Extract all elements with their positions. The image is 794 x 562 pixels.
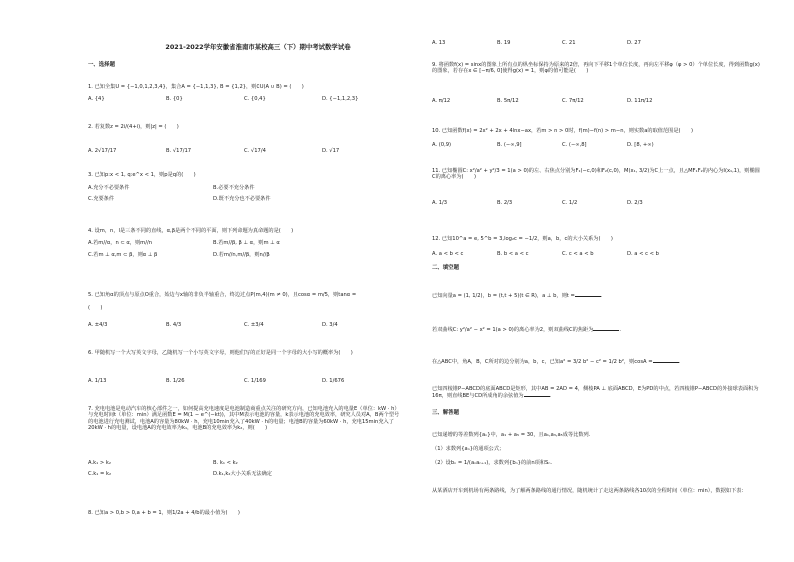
question-6: 6. 甲随机写一个大写英文字母，乙随机写一个小写英文字母，则他们写的正好是同一个字母的大小写的概率为( )	[88, 350, 353, 356]
option: A. 1/3	[432, 200, 448, 206]
answer-blank	[593, 326, 619, 331]
option: A. π/12	[432, 98, 451, 104]
question-5: 5. 已知角α的顶点与原点O重合，始边与x轴的非负半轴重合，终边过点P(m,4)(m ≠ 0)，且cosα = m/5，则tanα =	[88, 292, 357, 298]
section-fill: 二、填空题	[432, 265, 459, 271]
question-6-options	[88, 378, 400, 384]
question-16: 已知四棱锥P−ABCD的底面ABCD是矩形，其中AB = 2AD = 4，侧棱PA ⊥ 底面ABCD，E为PD的中点，若四棱锥P−ABCD的外接球表面积为16π，则直线BE与CD所成角的余弦值为 .	[432, 386, 759, 400]
option: C. 1/169	[244, 378, 266, 384]
option: A.充分不必要条件	[88, 185, 130, 191]
question-4-options-row2	[88, 252, 338, 258]
question-9-options	[432, 98, 692, 104]
option: B. {0}	[166, 96, 183, 102]
question-11: 11. 已知椭圆C: x²/a² + y²/3 = 1(a > 0)的左、右焦点分别为F₁(−c,0)和F₂(c,0)，M(x₁, 3/2)为C上一点，且△MF₁F₂的内心为I(x₁,1)，则椭圆C的离心率为( )	[432, 168, 760, 181]
option: A. ±4/3	[88, 322, 108, 328]
option: A.k₁ > k₂	[88, 460, 111, 466]
option: D.k₁,k₂大小关系无法确定	[213, 471, 272, 477]
option: B.必要不充分条件	[213, 185, 255, 191]
question-5-options	[88, 322, 400, 328]
question-2-options	[88, 148, 400, 154]
question-9: 9. 将函数f(x) = sinx的图象上所有点的纵坐标保持为原来的2倍，再向下平移1个单位长度，再向左平移φ（φ > 0）个单位长度，得到函数g(x)的图象，若存在x ∈ [−π/6, 0]使得g(x) = 1，则φ的值可能是( )	[432, 62, 760, 75]
option: C.充要条件	[88, 196, 115, 202]
option: D.若m//n,m//β，则n//β	[213, 252, 270, 258]
question-1: 1. 已知全集U = {−1,0,1,2,3,4}，集合A = {−1,1,3}, B = {1,2}，则∁U(A ∪ B) = ( )	[88, 84, 304, 90]
question-5-paren: ( )	[88, 305, 103, 311]
option: B. 5π/12	[497, 98, 519, 104]
option: A. (0,9)	[432, 142, 452, 148]
option: C. √17/4	[244, 148, 266, 154]
option: C. 7π/12	[562, 98, 584, 104]
question-17-part-2: （2）设bₙ = 1/(aₙaₙ₊₁)，求数列{bₙ}的前n项和Sₙ.	[432, 460, 553, 466]
question-10: 10. 已知函数f(x) = 2x² + 2x + 4lnx−ax，若m > n > 0时，f(m)−f(n) > m−n，则实数a的取值范围是( )	[432, 128, 693, 134]
option: A. 2√17/17	[88, 148, 117, 154]
question-7-options-row1	[88, 460, 338, 466]
option: B. √17/17	[166, 148, 192, 154]
option: C. ±3/4	[244, 322, 264, 328]
question-12-options	[432, 251, 692, 257]
question-14-text: 若双曲线C: y²/a² − x² = 1(a > 0)的离心率为2，则双曲线C的焦距为	[432, 327, 594, 333]
option: B. 4/3	[166, 322, 182, 328]
option: B. (−∞,9]	[497, 142, 522, 148]
question-3-options-row1	[88, 185, 338, 191]
answer-blank	[524, 392, 550, 397]
question-4-options-row1	[88, 240, 338, 246]
option: D.既不充分也不必要条件	[213, 196, 271, 202]
question-16-text: 已知四棱锥P−ABCD的底面ABCD是矩形，其中AB = 2AD = 4，侧棱PA ⊥ 底面ABCD，E为PD的中点，若四棱锥P−ABCD的外接球表面积为16π，则直线BE与CD所成角的余弦值为	[432, 386, 759, 400]
option: A.若m//α，n ⊂ α，则m//n	[88, 240, 153, 246]
question-13-text: 已知向量a = (1, 1/2)，b = (t,t + 5)(t ∈ R)，a ⊥ b，则t =	[432, 293, 575, 299]
question-10-options	[432, 142, 692, 148]
option: B. 19	[497, 40, 511, 46]
option: A. {4}	[88, 96, 105, 102]
option: C.k₁ = k₂	[88, 471, 112, 477]
option: D. 27	[627, 40, 641, 46]
option: A. 13	[432, 40, 446, 46]
question-18: 从某酒店开车到机场有两条路线，为了解两条路线的通行情况，随机统计了走这两条路线各10次的全程时间（单位：min），数据如下表：	[432, 488, 747, 494]
option: C. {0,4}	[244, 96, 266, 102]
option: B. k₁ < k₂	[213, 460, 238, 466]
option: C. 21	[562, 40, 576, 46]
question-15: 在△ABC中，角A，B，C所对的边分别为a，b，c，已知a² = 3/2 b² − c² = 1/2 b²，则cosA = .	[432, 359, 681, 365]
question-15-text: 在△ABC中，角A，B，C所对的边分别为a，b，c，已知a² = 3/2 b² − c² = 1/2 b²，则cosA =	[432, 359, 653, 365]
question-11-options	[432, 200, 692, 206]
option: A. 1/13	[88, 378, 107, 384]
answer-blank	[653, 358, 679, 363]
question-7-options-row2	[88, 471, 338, 477]
option: A. a < b < c	[432, 251, 464, 257]
option: D. {−1,1,2,3}	[322, 96, 359, 102]
question-2: 2. 若复数z = 2i/(4+i)，则|z| = ( )	[88, 124, 179, 130]
option: B. 2/3	[497, 200, 513, 206]
question-14: 若双曲线C: y²/a² − x² = 1(a > 0)的离心率为2，则双曲线C的焦距为 .	[432, 327, 622, 333]
question-17: 已知递增的等差数列{aₙ}中，a₁ + a₅ = 30，且a₁,a₃,a₅成等比数列.	[432, 432, 591, 438]
option: D. 11π/12	[627, 98, 653, 104]
question-8-options	[432, 40, 692, 46]
page-title: 2021-2022学年安徽省淮南市某校高三（下）期中考试数学试卷	[165, 43, 351, 51]
option: D. 2/3	[627, 200, 643, 206]
question-1-options	[88, 96, 400, 102]
answer-blank	[575, 292, 601, 297]
option: B.若m//β, β ⊥ α，则m ⊥ α	[213, 240, 280, 246]
option: D. 3/4	[322, 322, 338, 328]
question-17-part-1: （1）求数列{aₙ}的通项公式；	[432, 446, 505, 452]
question-4: 4. 设m，n，l是三条不同的直线，α,β是两个不同的平面，则下列命题为真命题的是( )	[88, 228, 294, 234]
question-3-options-row2	[88, 196, 338, 202]
question-3: 3. 已知p:x < 1, q:e^x < 1，则p是q的( )	[88, 172, 196, 178]
question-13: 已知向量a = (1, 1/2)，b = (t,t + 5)(t ∈ R)，a ⊥ b，则t = .	[432, 293, 603, 299]
question-12: 12. 已知10^a = e, 5^b = 3,log₂c = −1/2，则a，b，c的大小关系为( )	[432, 236, 613, 242]
option: C. 1/2	[562, 200, 578, 206]
section-solve: 三、解答题	[432, 410, 459, 416]
option: D. a < c < b	[627, 251, 659, 257]
option: C. (−∞,8]	[562, 142, 587, 148]
option: D. [8, +∞)	[627, 142, 654, 148]
option: C. c < a < b	[562, 251, 594, 257]
question-7: 7. 充电电池是电动汽车的核心部件之一，如何提高充电速度是电池制造商重点关注的研究方向，已知电池充入的电量E（单位：kW · h）与充电时间t（单位：min）满足函数E = M(1 − e^(−kt))，其中M表示电池的容量，k表示电池的充电效率，研究人员对A，B两个型号的电池进行充电测试，电池A的容量为80kW · h，充电10min充入了40kW · h的电量；电池B的容量为60kW · h，充电15min充入了20kW · h的电量，设电池A的充电效率为k₁，电池B的充电效率为k₂，则( )	[88, 406, 400, 432]
option: B. b < a < c	[497, 251, 529, 257]
section-choice: 一、选择题	[88, 62, 115, 68]
option: D. 1/676	[322, 378, 345, 384]
option: D. √17	[322, 148, 340, 154]
option: C.若m ⊥ α,m ⊂ β，则α ⊥ β	[88, 252, 158, 258]
option: B. 1/26	[166, 378, 185, 384]
question-8: 8. 已知a > 0,b > 0,a + b = 1，则1/2a + 4/b的最小值为( )	[88, 510, 240, 516]
